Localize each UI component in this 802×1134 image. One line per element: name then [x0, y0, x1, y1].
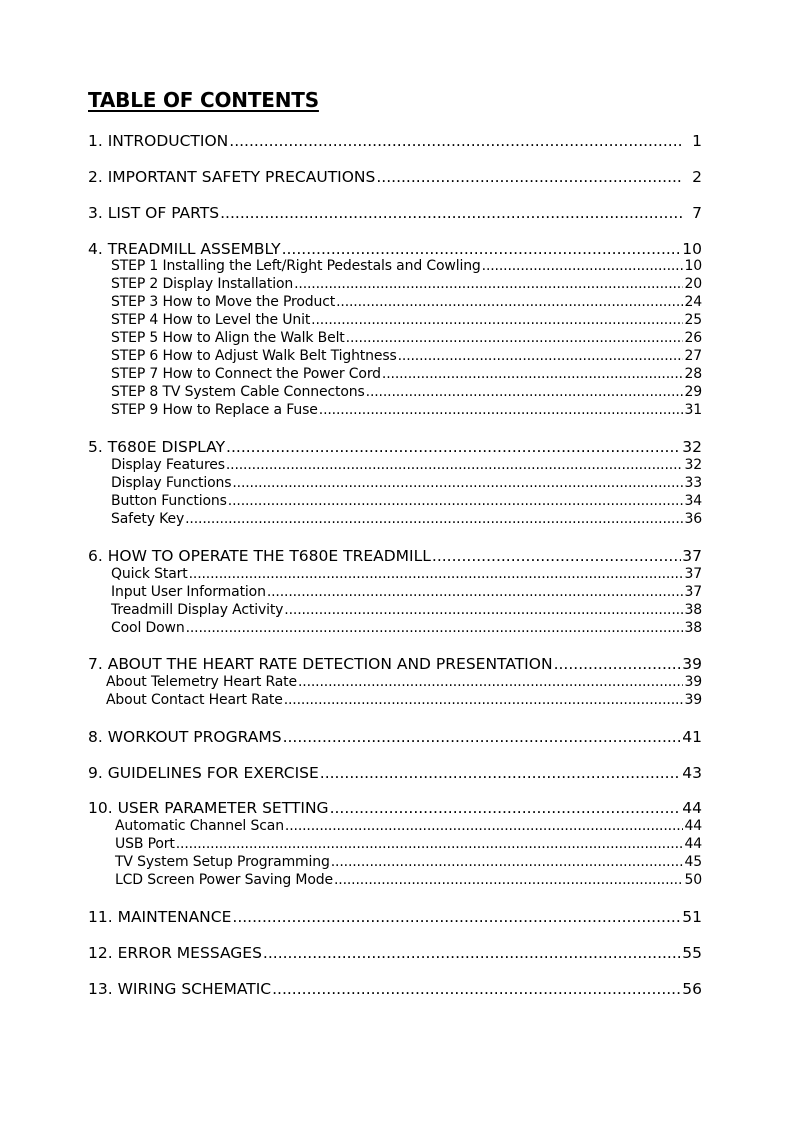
toc-leader — [554, 655, 682, 673]
toc-leader — [272, 980, 681, 998]
toc-entry-step-9[interactable] — [111, 402, 702, 418]
toc-entry-safety-key[interactable] — [111, 511, 702, 527]
toc-label: Automatic Channel Scan — [115, 818, 284, 834]
toc-leader — [330, 799, 682, 817]
toc-entry-operate[interactable] — [88, 547, 702, 565]
toc-page-number: 44 — [682, 799, 702, 817]
toc-page-number: 34 — [684, 493, 702, 509]
toc-leader — [298, 674, 683, 690]
toc-leader — [267, 584, 683, 600]
toc-leader — [226, 438, 681, 456]
toc-leader — [398, 348, 683, 364]
toc-entry-assembly[interactable] — [88, 240, 702, 258]
toc-page-number: 36 — [684, 511, 702, 527]
toc-entry-step-1[interactable] — [111, 258, 702, 274]
toc-label: 9. GUIDELINES FOR EXERCISE — [88, 764, 319, 782]
toc-page-number: 7 — [692, 204, 702, 222]
toc-entry-introduction[interactable] — [88, 132, 702, 150]
toc-label: STEP 6 How to Adjust Walk Belt Tightness — [111, 348, 397, 364]
toc-page-number: 28 — [684, 366, 702, 382]
toc-label: 7. ABOUT THE HEART RATE DETECTION AND PRESENTATION — [88, 655, 553, 673]
toc-page-number: 50 — [684, 872, 702, 888]
toc-label: 2. IMPORTANT SAFETY PRECAUTIONS — [88, 168, 376, 186]
toc-label: 5. T680E DISPLAY — [88, 438, 226, 456]
toc-entry-tv-setup[interactable] — [115, 854, 702, 870]
toc-entry-display-functions[interactable] — [111, 475, 702, 491]
toc-page-number: 33 — [684, 475, 702, 491]
toc-leader — [228, 493, 683, 509]
toc-entry-maintenance[interactable] — [88, 908, 702, 926]
toc-leader — [336, 294, 683, 310]
toc-leader — [319, 402, 683, 418]
toc-label: 3. LIST OF PARTS — [88, 204, 220, 222]
toc-entry-step-2[interactable] — [111, 276, 702, 292]
toc-label: 11. MAINTENANCE — [88, 908, 232, 926]
toc-label: STEP 9 How to Replace a Fuse — [111, 402, 318, 418]
toc-label: STEP 7 How to Connect the Power Cord — [111, 366, 381, 382]
toc-leader — [283, 728, 682, 746]
toc-label: Treadmill Display Activity — [111, 602, 284, 618]
toc-leader — [189, 566, 683, 582]
toc-page-number: 44 — [684, 836, 702, 852]
toc-entry-display-features[interactable] — [111, 457, 702, 473]
toc-leader — [284, 602, 683, 618]
toc-label: 4. TREADMILL ASSEMBLY — [88, 240, 281, 258]
toc-label: Display Features — [111, 457, 225, 473]
toc-label: USB Port — [115, 836, 175, 852]
toc-page-number: 45 — [684, 854, 702, 870]
toc-label: About Contact Heart Rate — [106, 692, 283, 708]
toc-leader — [432, 547, 681, 565]
toc-leader — [311, 312, 683, 328]
toc-leader — [482, 258, 683, 274]
toc-label: 6. HOW TO OPERATE THE T680E TREADMILL — [88, 547, 431, 565]
toc-page-number: 10 — [684, 258, 702, 274]
toc-label: 8. WORKOUT PROGRAMS — [88, 728, 282, 746]
toc-page-number: 10 — [682, 240, 702, 258]
toc-entry-heart-rate[interactable] — [88, 655, 702, 673]
toc-leader — [382, 366, 683, 382]
toc-entry-quick-start[interactable] — [111, 566, 702, 582]
toc-page-number: 38 — [684, 602, 702, 618]
toc-leader — [226, 457, 683, 473]
toc-leader — [366, 384, 683, 400]
toc-leader — [263, 944, 681, 962]
toc-label: STEP 1 Installing the Left/Right Pedestals and Cowling — [111, 258, 481, 274]
toc-leader — [376, 168, 683, 186]
toc-entry-telemetry-hr[interactable] — [106, 674, 702, 690]
toc-entry-user-parameter[interactable] — [88, 799, 702, 817]
toc-label: TV System Setup Programming — [115, 854, 330, 870]
toc-entry-step-7[interactable] — [111, 366, 702, 382]
toc-label: Cool Down — [111, 620, 185, 636]
toc-leader — [232, 908, 681, 926]
toc-page-number: 32 — [682, 438, 702, 456]
toc-label: Display Functions — [111, 475, 232, 491]
toc-label: Input User Information — [111, 584, 266, 600]
toc-entry-wiring-schematic[interactable] — [88, 980, 702, 998]
toc-label: About Telemetry Heart Rate — [106, 674, 297, 690]
toc-leader — [220, 204, 683, 222]
toc-leader — [320, 764, 681, 782]
toc-label: Button Functions — [111, 493, 227, 509]
toc-page-number: 37 — [682, 547, 702, 565]
toc-leader — [294, 276, 683, 292]
toc-entry-workout-programs[interactable] — [88, 728, 702, 746]
toc-leader — [284, 692, 683, 708]
toc-entry-contact-hr[interactable] — [106, 692, 702, 708]
toc-entry-safety[interactable] — [88, 168, 702, 186]
toc-entry-step-5[interactable] — [111, 330, 702, 346]
toc-page-number: 39 — [684, 692, 702, 708]
toc-page-number: 27 — [684, 348, 702, 364]
toc-entry-channel-scan[interactable] — [115, 818, 702, 834]
toc-page-number: 37 — [684, 566, 702, 582]
toc-page-number: 56 — [682, 980, 702, 998]
toc-page-number: 32 — [684, 457, 702, 473]
toc-page-number: 51 — [682, 908, 702, 926]
toc-entry-guidelines[interactable] — [88, 764, 702, 782]
toc-leader — [346, 330, 683, 346]
toc-page-number: 20 — [684, 276, 702, 292]
toc-entry-button-functions[interactable] — [111, 493, 702, 509]
toc-label: STEP 5 How to Align the Walk Belt — [111, 330, 345, 346]
toc-leader — [334, 872, 683, 888]
page-title: TABLE OF CONTENTS — [88, 88, 319, 112]
toc-entry-display[interactable] — [88, 438, 702, 456]
toc-leader — [232, 475, 683, 491]
toc-label: 10. USER PARAMETER SETTING — [88, 799, 329, 817]
toc-page-number: 44 — [684, 818, 702, 834]
toc-leader — [186, 620, 683, 636]
toc-label: 1. INTRODUCTION — [88, 132, 229, 150]
toc-page-number: 25 — [684, 312, 702, 328]
toc-leader — [229, 132, 683, 150]
toc-label: Quick Start — [111, 566, 188, 582]
toc-page-number: 55 — [682, 944, 702, 962]
toc-label: STEP 4 How to Level the Unit — [111, 312, 311, 328]
toc-page-number: 43 — [682, 764, 702, 782]
toc-page-number: 31 — [684, 402, 702, 418]
toc-entry-parts[interactable] — [88, 204, 702, 222]
toc-entry-step-8[interactable] — [111, 384, 702, 400]
toc-entry-input-user-info[interactable] — [111, 584, 702, 600]
toc-entry-step-6[interactable] — [111, 348, 702, 364]
toc-page-number: 41 — [682, 728, 702, 746]
toc-label: STEP 2 Display Installation — [111, 276, 294, 292]
toc-label: Safety Key — [111, 511, 185, 527]
toc-leader — [331, 854, 683, 870]
toc-entry-error-messages[interactable] — [88, 944, 702, 962]
toc-leader — [285, 818, 683, 834]
toc-page-number: 24 — [684, 294, 702, 310]
toc-entry-usb-port[interactable] — [115, 836, 702, 852]
toc-leader — [185, 511, 683, 527]
toc-label: 12. ERROR MESSAGES — [88, 944, 262, 962]
toc-page-number: 1 — [692, 132, 702, 150]
toc-entry-step-4[interactable] — [111, 312, 702, 328]
toc-label: LCD Screen Power Saving Mode — [115, 872, 333, 888]
toc-page-number: 26 — [684, 330, 702, 346]
toc-page-number: 39 — [684, 674, 702, 690]
toc-label: STEP 3 How to Move the Product — [111, 294, 336, 310]
toc-page-number: 2 — [692, 168, 702, 186]
toc-page-number: 39 — [682, 655, 702, 673]
toc-entry-cool-down[interactable] — [111, 620, 702, 636]
toc-label: 13. WIRING SCHEMATIC — [88, 980, 272, 998]
toc-label: STEP 8 TV System Cable Connectons — [111, 384, 365, 400]
toc-entry-step-3[interactable] — [111, 294, 702, 310]
toc-entry-display-activity[interactable] — [111, 602, 702, 618]
toc-page-number: 29 — [684, 384, 702, 400]
toc-page-number: 38 — [684, 620, 702, 636]
toc-leader — [176, 836, 683, 852]
toc-entry-lcd-power[interactable] — [115, 872, 702, 888]
toc-leader — [282, 240, 682, 258]
toc-page-number: 37 — [684, 584, 702, 600]
